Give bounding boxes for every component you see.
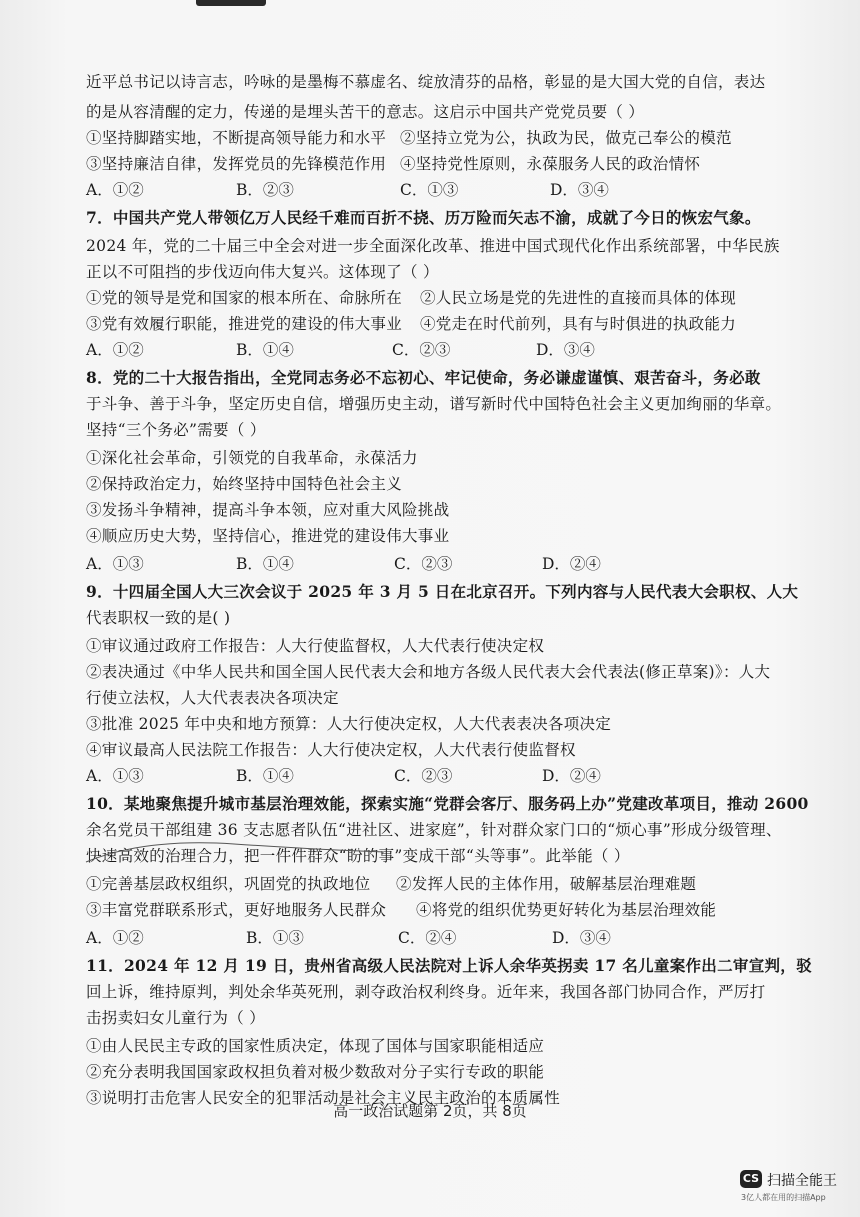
q6-choice-2: ②坚持立党为公，执政为民，做克己奉公的模范 <box>400 129 732 147</box>
q10-stem-line: 余名党员干部组建 36 支志愿者队伍“进社区、进家庭”，针对群众家门口的“烦心事”形成分级管理、 <box>86 821 782 839</box>
option-d: D．③④ <box>552 929 611 947</box>
q10-stem-line: 10．某地聚焦提升城市基层治理效能，探索实施“党群会客厅、服务码上办”党建改革项目，推动 2600 <box>86 794 809 813</box>
q10-choice-4: ④将党的组织优势更好转化为基层治理效能 <box>416 901 717 919</box>
q9-choice-2: ②表决通过《中华人民共和国全国人民代表大会和地方各级人民代表大会代表法(修正草案)》：人大 <box>86 663 771 681</box>
option-c: C．①③ <box>400 181 459 199</box>
pen-mark <box>84 832 394 872</box>
q7-stem-line: 2024 年，党的二十届三中全会对进一步全面深化改革、推进中国式现代化作出系统部署，中华民族 <box>86 237 780 255</box>
q11-choice-3: ③说明打击危害人民安全的犯罪活动是社会主义民主政治的本质属性 <box>86 1089 561 1107</box>
scan-edge-mark <box>196 0 266 6</box>
scanner-app-name: 扫描全能王 <box>767 1173 837 1189</box>
q6-choice-4: ④坚持党性原则，永葆服务人民的政治情怀 <box>400 155 701 173</box>
q9-stem-line: 9．十四届全国人大三次会议于 2025 年 3 月 5 日在北京召开。下列内容与人民代表大会职权、人大 <box>86 582 799 601</box>
q8-stem-line: 坚持“三个务必”需要（ ） <box>86 421 266 439</box>
q9-choice-4: ④审议最高人民法院工作报告：人大行使决定权，人大代表行使监督权 <box>86 741 576 759</box>
q9-choice-3: ③批准 2025 年中央和地方预算：人大行使决定权，人大代表表决各项决定 <box>86 715 612 733</box>
option-a: A．①② <box>86 181 144 199</box>
q10-choice-1: ①完善基层政权组织，巩固党的执政地位 <box>86 875 371 893</box>
q11-stem-line: 11．2024 年 12 月 19 日，贵州省高级人民法院对上诉人余华英拐卖 17 名儿童案作出二审宣判，驳 <box>86 956 812 975</box>
scanner-watermark <box>740 1168 850 1208</box>
option-a: A．①③ <box>86 555 144 573</box>
q9-stem-line: 代表职权一致的是( ) <box>86 609 231 627</box>
q8-choice-3: ③发扬斗争精神，提高斗争本领，应对重大风险挑战 <box>86 501 450 519</box>
option-a: A．①③ <box>86 767 144 785</box>
q7-choice-1: ①党的领导是党和国家的根本所在、命脉所在 <box>86 289 403 307</box>
q9-choice-2-cont: 行使立法权，人大代表表决各项决定 <box>86 689 339 707</box>
option-b: B．①④ <box>236 767 294 785</box>
scanner-logo-icon: CS <box>740 1170 762 1188</box>
q10-choice-3: ③丰富党群联系形式，更好地服务人民群众 <box>86 901 387 919</box>
q7-stem-line: 正以不可阻挡的步伐迈向伟大复兴。这体现了（ ） <box>86 263 439 281</box>
option-d: D．③④ <box>550 181 609 199</box>
q8-choice-1: ①深化社会革命，引领党的自我革命，永葆活力 <box>86 449 418 467</box>
option-c: C．②④ <box>398 929 457 947</box>
option-c: C．②③ <box>394 555 453 573</box>
q6-stem-line: 近平总书记以诗言志，吟咏的是墨梅不慕虚名、绽放清芬的品格，彰显的是大国大党的自信，表达 <box>86 73 766 91</box>
option-a: A．①② <box>86 341 144 359</box>
q11-choice-1: ①由人民民主专政的国家性质决定，体现了国体与国家职能相适应 <box>86 1037 545 1055</box>
option-d: D．②④ <box>542 555 601 573</box>
q10-stem-line: 快速高效的治理合力，把一件件群众“盼的事”变成干部“头等事”。此举能（ ） <box>86 847 630 865</box>
q7-choice-3: ③党有效履行职能，推进党的建设的伟大事业 <box>86 315 403 333</box>
q6-stem-line: 的是从容清醒的定力，传递的是埋头苦干的意志。这启示中国共产党党员要（ ） <box>86 103 645 121</box>
option-b: B．①④ <box>236 555 294 573</box>
q11-stem-line: 击拐卖妇女儿童行为（ ） <box>86 1009 266 1027</box>
page-footer: 高一政治试题第 2页，共 8页 <box>333 1102 527 1120</box>
q8-choice-2: ②保持政治定力，始终坚持中国特色社会主义 <box>86 475 403 493</box>
option-d: D．③④ <box>536 341 595 359</box>
option-c: C．②③ <box>392 341 451 359</box>
q10-choice-2: ②发挥人民的主体作用，破解基层治理难题 <box>396 875 697 893</box>
q11-stem-line: 回上诉，维持原判，判处余华英死刑，剥夺政治权利终身。近年来，我国各部门协同合作，严厉打 <box>86 983 766 1001</box>
q11-choice-2: ②充分表明我国国家政权担负着对极少数敌对分子实行专政的职能 <box>86 1063 545 1081</box>
q6-choice-3: ③坚持廉洁自律，发挥党员的先锋模范作用 <box>86 155 387 173</box>
option-b: B．①④ <box>236 341 294 359</box>
q7-choice-4: ④党走在时代前列，具有与时俱进的执政能力 <box>420 315 737 333</box>
option-a: A．①② <box>86 929 144 947</box>
q7-choice-2: ②人民立场是党的先进性的直接而具体的体现 <box>420 289 737 307</box>
q8-stem-line: 8．党的二十大报告指出，全党同志务必不忘初心、牢记使命，务必谦虚谨慎、艰苦奋斗，务必敢 <box>86 368 761 387</box>
option-b: B．②③ <box>236 181 294 199</box>
option-c: C．②③ <box>394 767 453 785</box>
option-d: D．②④ <box>542 767 601 785</box>
q8-choice-4: ④顺应历史大势，坚持信心，推进党的建设伟大事业 <box>86 527 450 545</box>
scanner-tagline: 3亿人都在用的扫描App <box>741 1193 826 1202</box>
q6-choice-1: ①坚持脚踏实地，不断提高领导能力和水平 <box>86 129 387 147</box>
q7-stem-line: 7．中国共产党人带领亿万人民经千难而百折不挠、历万险而矢志不渝，成就了今日的恢宏气象。 <box>86 208 761 227</box>
option-b: B．①③ <box>246 929 304 947</box>
q8-stem-line: 于斗争、善于斗争，坚定历史自信，增强历史主动，谱写新时代中国特色社会主义更加绚丽的华章。 <box>86 395 782 413</box>
q9-choice-1: ①审议通过政府工作报告：人大行使监督权，人大代表行使决定权 <box>86 637 545 655</box>
